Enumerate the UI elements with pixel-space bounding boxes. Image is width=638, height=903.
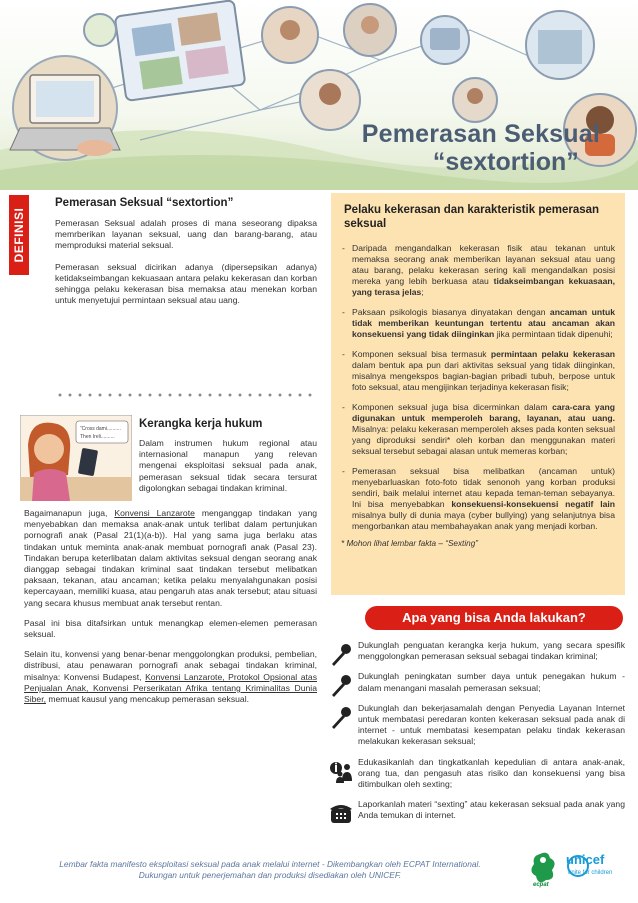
page-title — [362, 120, 600, 176]
conventions-link[interactable]: Konvensi Lanzarote, Protokol Opsional atas Penjualan Anak, Konvensi Perserikatan Afrika tentang Kriminalitas Dunia Siber, — [24, 671, 318, 705]
legal-framework-intro-text: Dalam instrumen hukum regional atau internasional manapun yang relevan mengenai eksploitasi seksual pada anak, pemerasan seksual tidak secara tersurat digolongkan sebagai tindakan kriminal. — [139, 438, 317, 493]
lanzarote-link[interactable]: Konvensi Lanzarote — [114, 508, 195, 518]
action-text-5: Laporkanlah materi “sexting” atau kekerasan seksual pada anak yang Anda temukan di internet. — [358, 799, 625, 821]
legal-framework-body — [24, 508, 317, 714]
girl-phone-cartoon — [20, 415, 132, 501]
action-text-1: Dukunglah penguatan kerangka kerja hukum, yang secara spesifik menggolongkan pemerasan seksual sebagai tindakan kriminal; — [358, 640, 625, 662]
actions-list — [325, 640, 625, 831]
list-item: - Pemerasan seksual bisa melibatkan (ancaman untuk) menyebarluaskan foto-foto tidak senonoh yang korban produksi sendiri, baik melalui internet atau kepada teman-teman sebayanya. Ini bisa menyebabkan konsekuensi-konsekuensi negatif lain misalnya bully di dunia maya (cyber bullying) yang selanjutnya bisa mengorbankan atau membahayakan anak yang menjadi korban. — [341, 466, 615, 532]
action-text-3: Dukunglah dan bekerjasamalah dengan Penyedia Layanan Internet untuk membatasi peredaran konten kekerasan seksual pada anak di internet - untuk membatasi kesempatan pelaku tindak kekerasan melakukan kekerasan seksual; — [358, 702, 625, 747]
legal-framework-heading: Kerangka kerja hukum — [139, 418, 263, 430]
info-people-icon — [328, 759, 354, 785]
definition-tab-label: DEFINISI — [12, 207, 26, 263]
title-line-2: “sextortion” — [432, 148, 579, 176]
list-item: - Daripada mengandalkan kekerasan fisik atau tekanan untuk memaksa seorang anak memberikan layanan seksual atau uang atau barang, pelaku kekerasan sering kali mengandalkan posisi mereka yang lebih berkuasa atau tidakseimbangan kekuasaan, yang terasa jelas; — [341, 243, 615, 298]
definition-paragraph-1: Pemerasan Seksual adalah proses di mana seseorang dipaksa memrberikan layanan seksual, uang dan barang-barang, atau memproduksi material seksual. — [55, 218, 317, 251]
footer-line-1: Lembar fakta manifesto eksploitasi seksual pada anak melalui internet - Dikembangkan oleh ECPAT International. — [59, 859, 481, 869]
legal-paragraph-3: Selain itu, konvensi yang benar-benar menggolongkan produksi, pembelian, distribusi, atau penawaran pornografi anak sebagai tindakan kriminal, misalnya: Konvensi Budapest, Konvensi Lanzarote, Protokol Opsional atas Penjualan Anak, Konvensi Perserikatan Afrika tentang Kriminalitas Dunia Siber, memuat kausul yang mencakup pemerasan seksual. — [24, 649, 318, 705]
screen-collage — [115, 0, 246, 101]
legal-paragraph-2: Pasal ini bisa ditafsirkan untuk menangkap elemen-elemen pemerasan seksual. — [24, 617, 317, 640]
list-item: - Komponen seksual juga bisa dicerminkan dalam cara-cara yang digunakan untuk memperoleh barang, layanan, atau uang. Misalnya: pelaku kekerasan memperoleh akses pada konten seksual yang diproduksi sendiri* oleh korban dan menggunakan materi seksual tersebut sebagai alasan untuk memeras korban; — [341, 402, 615, 457]
legal-framework-intro — [139, 418, 317, 494]
action-item — [325, 640, 625, 662]
definition-heading: Pemerasan Seksual “sextortion” — [55, 197, 234, 209]
header-illustration — [0, 0, 638, 190]
action-item — [325, 799, 625, 821]
sexting-footnote: * Mohon lihat lembar fakta – “Sexting” — [341, 539, 478, 548]
definition-section — [55, 197, 317, 316]
perpetrators-heading: Pelaku kekerasan dan karakteristik pemerasan seksual — [344, 204, 600, 230]
microphone-icon — [328, 705, 354, 731]
dotted-divider — [55, 392, 317, 398]
microphone-icon — [328, 673, 354, 699]
definition-tab — [9, 195, 29, 275]
telephone-icon — [328, 801, 354, 827]
action-text-4: Edukasikanlah dan tingkatkanlah kepedulian di antara anak-anak, orang tua, dan pengasuh atas risiko dan konsekuensi yang bisa ditimbulkan oleh sexting; — [358, 756, 625, 790]
actions-heading: Apa yang bisa Anda lakukan? — [365, 606, 623, 630]
perpetrators-list — [341, 243, 615, 532]
action-item — [325, 703, 625, 748]
speech-bubble-line-1: “Cross dami.......... — [80, 426, 121, 432]
definition-paragraph-2: Pemerasan seksual dicirikan adanya (dipersepsikan adanya) ketidakseimbangan kekuasaan antara pelaku kekerasan dan korban sehingga pelaku kekerasan bisa memaksa atau menekan korban untuk menyetujui permintaan seksual atau uang. — [55, 261, 317, 306]
laptop-bubble — [10, 56, 120, 160]
unicef-tagline: unite for children — [568, 870, 613, 876]
footer-credits — [20, 859, 520, 881]
ecpat-logo-text: ecpat — [533, 882, 549, 888]
list-item: - Paksaan psikologis biasanya dinyatakan dengan ancaman untuk tidak memberikan keuntungan tertentu atau ancaman akan konsekuensi yang tidak diinginkan jika permintaan tidak dipenuhi; — [341, 307, 615, 340]
unicef-logo-text: unicef — [566, 852, 605, 867]
title-line-1: Pemerasan Seksual — [361, 120, 600, 148]
microphone-icon — [328, 642, 354, 668]
action-item — [325, 671, 625, 693]
speech-bubble-line-2: Then Ireli.......... — [80, 434, 115, 440]
perpetrators-box — [331, 193, 625, 595]
list-item: - Komponen seksual bisa termasuk permintaan pelaku kekerasan dalam bentuk apa pun dari aktivitas seksual yang tidak diinginkan, misalnya mengekspos bagian-bagian pribadi tubuh, berpose untuk foto seksual, atau mengijinkan terjadinya kekerasan fisik; — [341, 349, 615, 393]
action-text-2: Dukunglah peningkatan sumber daya untuk penegakan hukum - dalam menangani masalah pemerasan seksual; — [358, 671, 625, 693]
legal-paragraph-1: Bagaimanapun juga, Konvensi Lanzarote menganggap tindakan yang menyebabkan dan memaksa anak-anak untuk terlibat dalam pertunjukan pornografi anak (Pasal 21(1)(a-b)). Hal yang sama juga berlaku atas tindakan untuk meminta anak-anak membuat pornografi anak (Pasal 23). Tindakan berupa keterlibatan dalam aktivitas seksual dengan seorang anak dianggap sebagai tindakan kriminal saat tindakan tersebut melibatkan paksaan, tekanan, atau ancaman; ketika pelaku menyalahgunakan posisi kepercayaan, memiliki kuasa, atau pengaruh atas anak tersebut; atau situasi yang secara khusus membuat anak tersebut rentan. — [24, 508, 318, 608]
action-item — [325, 757, 625, 791]
footer-line-2: Dukungan untuk penerjemahan dan produksi disediakan oleh UNICEF. — [138, 870, 402, 880]
